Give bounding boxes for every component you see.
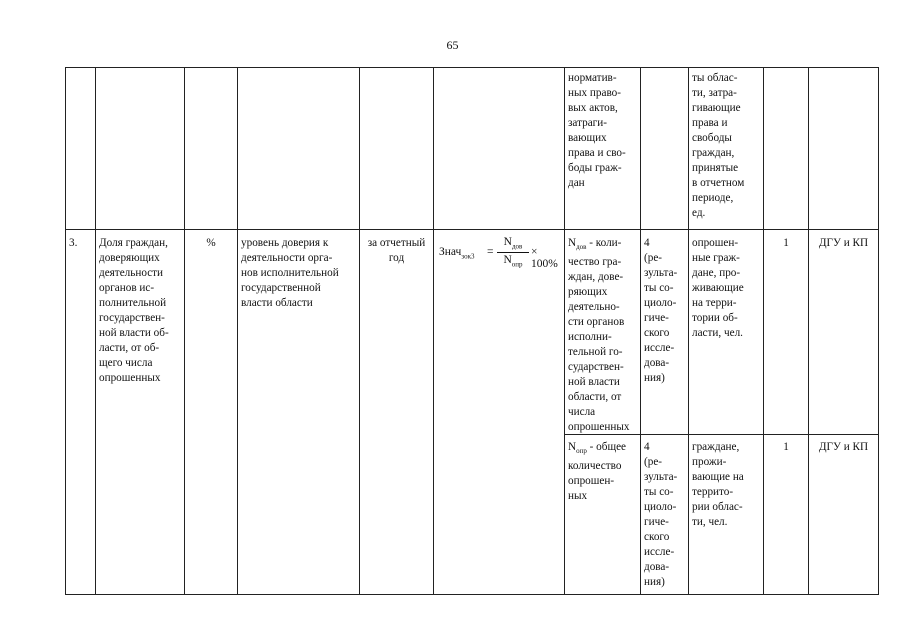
indicator-name: Доля граждан, доверяющих деятельности органов ис- полнительной государствен- ной власти об- ласти, от об- щего числа опрошенных	[99, 237, 169, 384]
col-line	[564, 67, 565, 595]
row-number: 3.	[69, 237, 78, 249]
formula-multiplier: × 100%	[531, 246, 558, 270]
calculation-formula	[437, 236, 565, 276]
fraction-bar	[497, 252, 529, 253]
formula-lhs: Знач$_{зок3}$	[439, 246, 475, 261]
variable-description: $N_{дов}$ - коли- чество гра- ждан, дове- ряющих деятельно- сти органов исполни- тельной го- сударствен- ной власти области, от числа опрошенных	[568, 237, 630, 434]
row-divider	[65, 229, 879, 230]
col-line	[808, 67, 809, 595]
responsible-body: ДГУ и КП	[818, 441, 869, 453]
col-line	[640, 67, 641, 595]
indicator-definition: уровень доверия к деятельности орга- нов исполнительной государственной власти области	[241, 237, 339, 309]
formula-denominator: $N_{опр}$	[503, 254, 523, 269]
variable-unit: опрошен- ные граж- дане, про- живающие на терри- тории об- ласти, чел.	[692, 237, 744, 339]
unit-of-measure: %	[206, 237, 216, 249]
variable-method: 4 (ре- зульта- ты со- циоло- гиче- ского иссле- дова- ния)	[644, 441, 678, 588]
variable-count: 1	[783, 441, 789, 453]
page-number: 65	[446, 38, 459, 52]
col-line	[95, 67, 96, 595]
table-border-top	[65, 67, 879, 68]
time-period: за отчетный год	[367, 237, 426, 264]
formula-numerator: $N_{дов}$	[503, 236, 523, 251]
variable-unit: граждане, прожи- вающие на террито- рии облас- ти, чел.	[692, 441, 744, 528]
col-line	[184, 67, 185, 595]
col-line	[359, 67, 360, 595]
col-line	[237, 67, 238, 595]
cell-normative-acts-continued: норматив- ных право- вых актов, затраги- вающих права и сво- боды граж- дан	[568, 72, 626, 189]
variable-count: 1	[783, 237, 789, 249]
cell-unit-continued: ты облас- ти, затра- гивающие права и свободы граждан, принятые в отчетном периоде, ед.	[692, 72, 745, 219]
responsible-body: ДГУ и КП	[818, 237, 869, 249]
col-line	[763, 67, 764, 595]
variable-description: $N_{опр}$ - общее количество опрошен- ных	[568, 441, 626, 503]
table-border-bottom	[65, 594, 879, 595]
col-line	[878, 67, 879, 595]
col-line	[688, 67, 689, 595]
formula-equals: =	[487, 246, 494, 258]
col-line	[433, 67, 434, 595]
variable-method: 4 (ре- зульта- ты со- циоло- гиче- ского иссле- дова- ния)	[644, 237, 678, 384]
col-line	[65, 67, 66, 595]
